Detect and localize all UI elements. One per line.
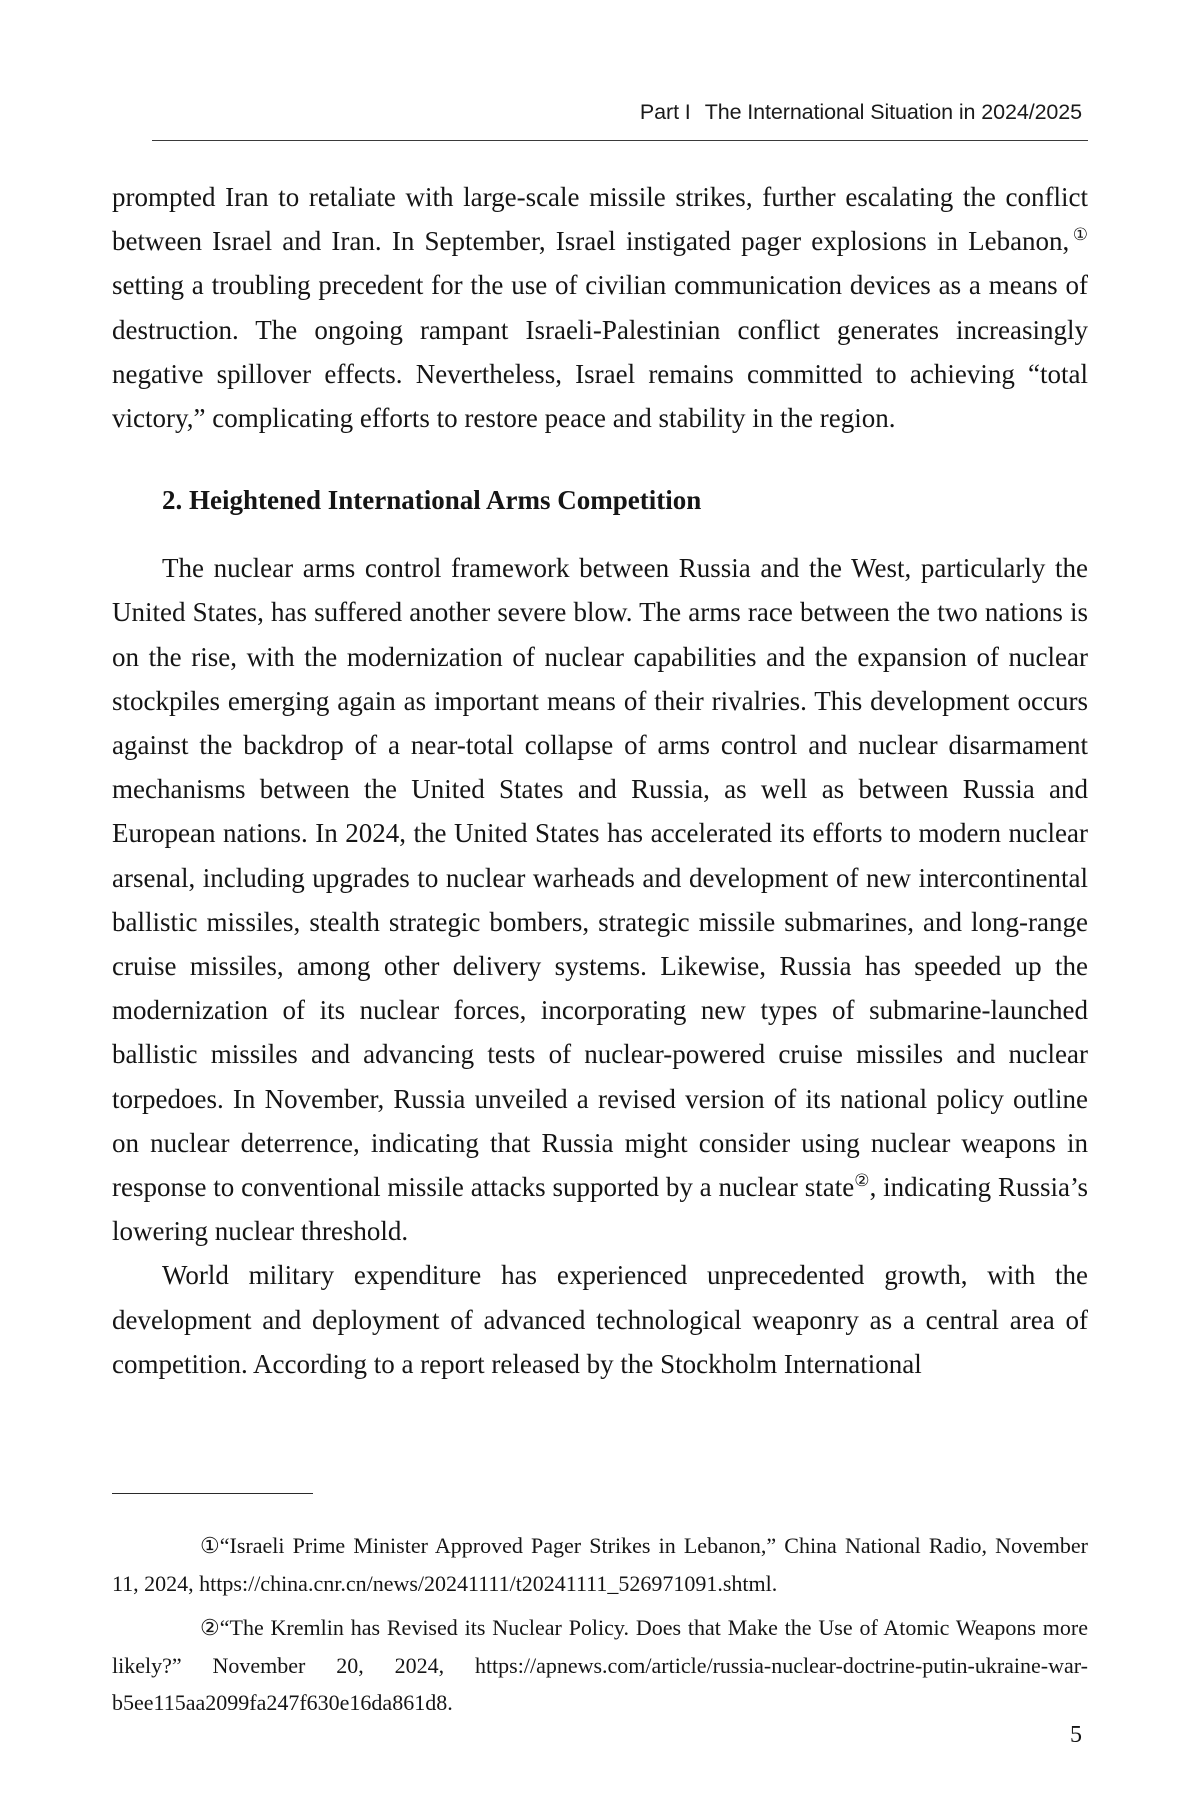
paragraph-text: setting a troubling precedent for the use of civilian communication devices as a means of destruction. The ongoing rampant Israeli-Palestinian conflict generates increasingly negative spillover effects. Nevertheless, Israel remains committed to achieving “total victory,” complicating efforts to restore peace and stability in the region. (112, 270, 1088, 434)
footnote-separator (112, 1493, 313, 1494)
paragraph-text: prompted Iran to retaliate with large-scale missile strikes, further escalating the conflict between Israel and Iran. In September, Israel instigated pager explosions in Lebanon, (112, 182, 1088, 257)
footnote-ref-1[interactable]: ① (1069, 225, 1088, 245)
footnote-text: “The Kremlin has Revised its Nuclear Policy. Does that Make the Use of Atomic Weapons more likely?” November 20, 2024, https://apnews.com/article/russia-nuclear-doctrine-putin-ukraine-war-b5ee115aa2099fa247f630e16da861d8. (112, 1615, 1088, 1715)
paragraph-nuclear-arms (112, 546, 1088, 1253)
header-rule (152, 140, 1088, 141)
header-part-label: Part I (639, 100, 691, 124)
footnote-mark: ② (200, 1615, 220, 1640)
paragraph-israel-iran (112, 175, 1088, 440)
footnotes (112, 1527, 1088, 1729)
footnote-text: “Israeli Prime Minister Approved Pager Strikes in Lebanon,” China National Radio, November 11, 2024, https://china.cnr.cn/news/20241111/t20241111_526971091.shtml. (112, 1533, 1088, 1596)
footnote-2 (112, 1609, 1088, 1722)
main-text (112, 175, 1088, 1386)
paragraph-military-expenditure: World military expenditure has experienced unprecedented growth, with the development and deployment of advanced technological weaponry as a central area of competition. According to a report released by the Stockholm International (112, 1260, 1088, 1379)
section-heading: 2. Heightened International Arms Competition (162, 485, 702, 516)
paragraph-text: The nuclear arms control framework between Russia and the West, particularly the United States, has suffered another severe blow. The arms race between the two nations is on the rise, with the modernization of nuclear capabilities and the expansion of nuclear stockpiles emerging again as important means of their rivalries. This development occurs against the backdrop of a near-total collapse of arms control and nuclear disarmament mechanisms between the United States and Russia, as well as between Russia and European nations. In 2024, the United States has accelerated its efforts to modern nuclear arsenal, including upgrades to nuclear warheads and development of new intercontinental ballistic missiles, stealth strategic bombers, strategic missile submarines, and long-range cruise missiles, among other delivery systems. Likewise, Russia has speeded up the modernization of its nuclear forces, incorporating new types of submarine-launched ballistic missiles and advancing tests of nuclear-powered cruise missiles and nuclear torpedoes. In November, Russia unveiled a revised version of its national policy outline on nuclear deterrence, indicating that Russia might consider using nuclear weapons in response to conventional missile attacks supported by a nuclear state (112, 553, 1088, 1203)
paragraph-text: , indicating Russia’s lowering nuclear threshold. (112, 1172, 1088, 1247)
footnote-ref-2[interactable]: ② (854, 1171, 870, 1191)
footnote-mark: ① (200, 1533, 220, 1558)
header-book-title: The International Situation in 2024/2025 (704, 100, 1082, 124)
page-number: 5 (1070, 1722, 1082, 1748)
running-header (112, 100, 1082, 125)
footnote-1 (112, 1527, 1088, 1602)
